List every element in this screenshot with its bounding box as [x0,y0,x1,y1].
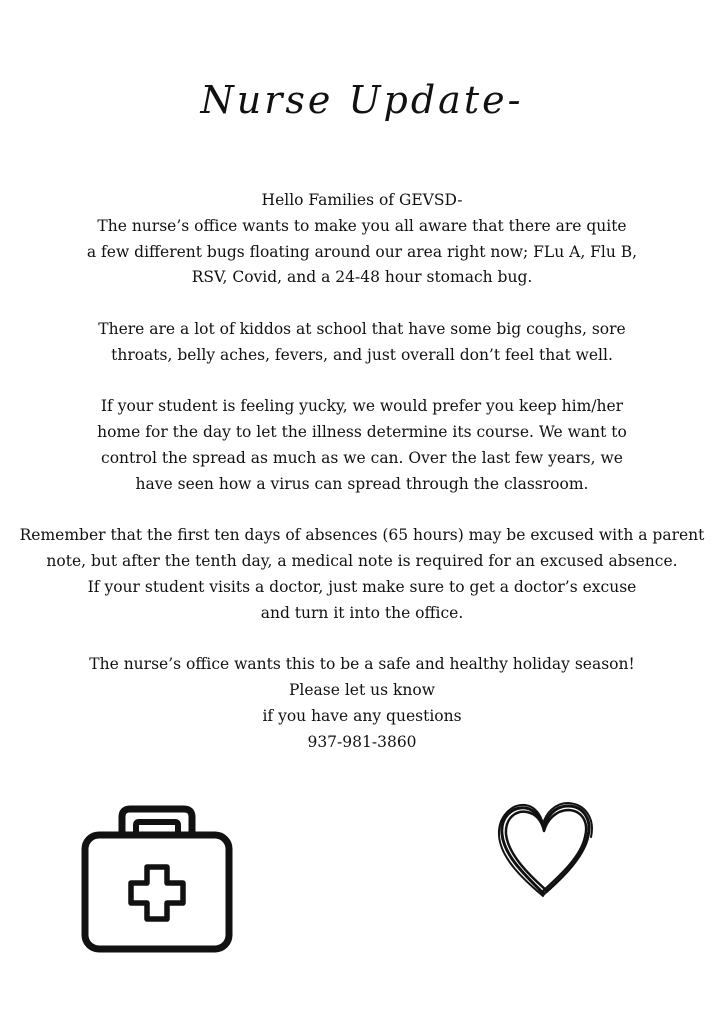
page-title: Nurse Update- [200,78,524,122]
text-line: Hello Families of GEVSD- [261,191,463,209]
text-line: Remember that the first ten days of absences (65 hours) may be excused with a parent [19,526,705,545]
letter-body [6,188,718,756]
paragraph-greeting [6,188,718,291]
text-line: If your student visits a doctor, just make sure to get a doctor’s excuse [87,577,637,596]
text-line: note, but after the tenth day, a medical note is required for an excused absence. [46,552,678,571]
text-line: The nurse’s office wants this to be a safe and healthy holiday season! [89,655,635,674]
text-line: RSV, Covid, and a 24-48 hour stomach bug. [191,268,533,287]
text-line: a few different bugs floating around our area right now; FLu A, Flu B, [86,242,638,261]
text-line: There are a lot of kiddos at school that have some big coughs, sore [98,319,626,338]
heart-icon [494,800,598,904]
paragraph-absences [6,523,718,626]
text-line: If your student is feeling yucky, we would prefer you keep him/her [100,397,624,416]
text-line: if you have any questions [262,706,462,725]
text-line: control the spread as much as we can. Over the last few years, we [101,448,623,467]
phone-number: 937-981-3860 [307,732,417,751]
text-line: have seen how a virus can spread through the classroom. [135,474,589,493]
text-line: The nurse’s office wants to make you all aware that there are quite [97,216,627,235]
paragraph-symptoms [6,317,718,369]
text-line: home for the day to let the illness determine its course. We want to [97,423,627,442]
paragraph-closing [6,652,718,755]
text-line: throats, belly aches, fevers, and just overall don’t feel that well. [111,345,613,364]
first-aid-kit-icon [80,805,234,953]
text-line: and turn it into the office. [260,603,464,622]
paragraph-stay-home [6,394,718,497]
text-line: Please let us know [289,681,435,700]
